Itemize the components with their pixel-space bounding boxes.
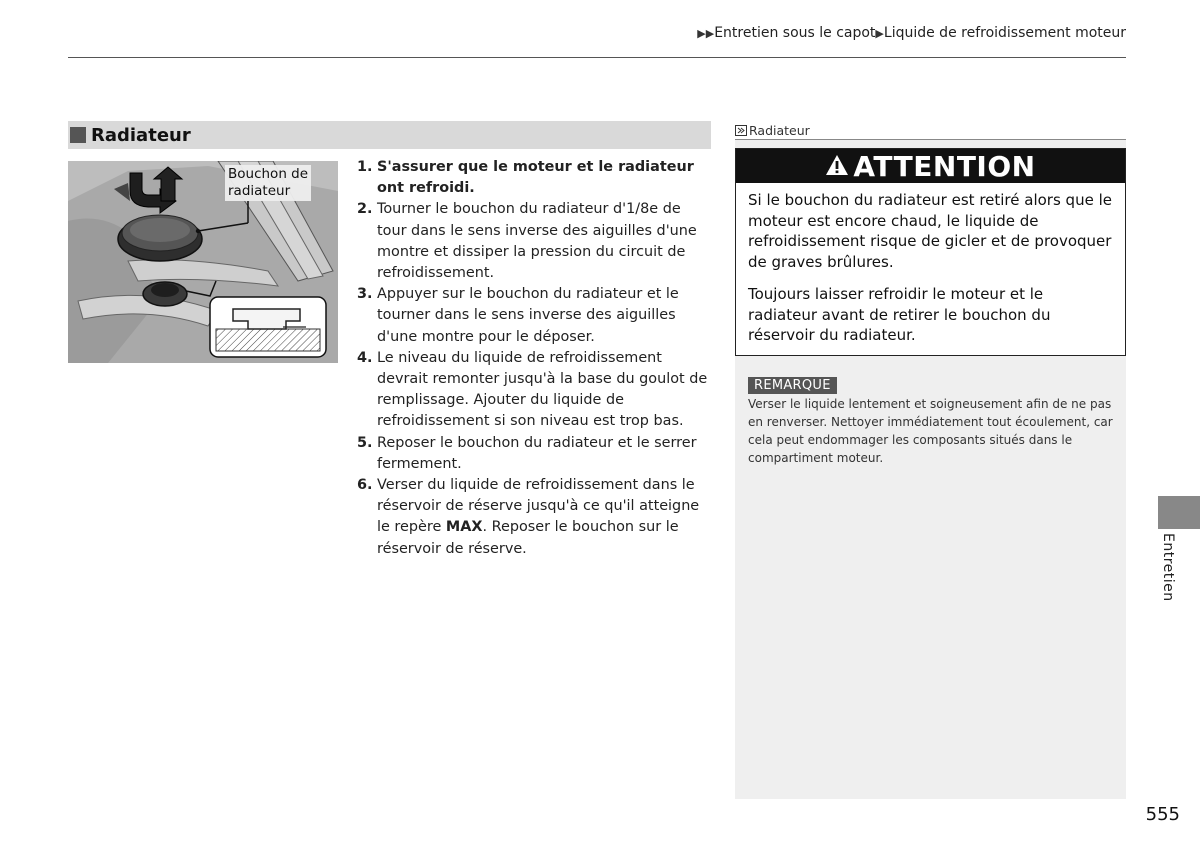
- step-text: Le niveau du liquide de refroidissement devrait remonter jusqu'à la base du goulot de remplissage. Ajouter du liquide de refroidissement si son niveau est trop bas.: [377, 349, 708, 430]
- max-mark-label: MAX: [445, 519, 483, 536]
- step-3: [357, 284, 713, 348]
- radiator-cap-illustration: [68, 161, 338, 363]
- chapter-tab-label[interactable]: Entretien: [1160, 533, 1176, 602]
- step-6: [357, 475, 713, 560]
- reference-title: Radiateur: [749, 122, 810, 138]
- page-number: 555: [1145, 804, 1180, 825]
- attention-body: [736, 183, 1125, 346]
- step-number: 2.: [357, 201, 373, 218]
- remark-badge: [748, 374, 837, 394]
- header-divider: [68, 57, 1126, 58]
- attention-paragraph-1: Si le bouchon du radiateur est retiré alors que le moteur est encore chaud, le liquide de refroidissement risque de gicler et de provoquer de graves brûlures.: [748, 191, 1112, 271]
- callout-line-1: Bouchon de: [228, 166, 309, 182]
- step-number: 4.: [357, 349, 373, 366]
- step-text-after: . Reposer le bouchon sur le réservoir de réserve.: [377, 519, 679, 557]
- step-5: [357, 433, 713, 475]
- step-text: Appuyer sur le bouchon du radiateur et le tourner dans le sens inverse des aiguilles d'une montre pour le déposer.: [377, 286, 679, 345]
- step-text: Reposer le bouchon du radiateur et le serrer fermement.: [377, 434, 697, 472]
- attention-header: [736, 149, 1125, 183]
- step-number: 6.: [357, 477, 373, 494]
- remark-tag: REMARQUE: [748, 377, 837, 394]
- breadcrumb: [697, 25, 1126, 41]
- step-2: [357, 199, 713, 284]
- section-title: Radiateur: [91, 124, 191, 146]
- reference-icon: [735, 125, 747, 136]
- section-square-icon: [70, 127, 86, 143]
- attention-paragraph-2: Toujours laisser refroidir le moteur et le radiateur avant de retirer le bouchon du réservoir du radiateur.: [748, 285, 1051, 344]
- step-number: 3.: [357, 286, 373, 303]
- step-4: [357, 348, 713, 433]
- figure-callout-label: [225, 165, 311, 201]
- sidebar-reference-header: [735, 121, 1126, 140]
- callout-line-2: radiateur: [228, 183, 291, 199]
- step-text: Tourner le bouchon du radiateur d'1/8e de tour dans le sens inverse des aiguilles d'une montre et dissiper la pression du circuit de refroidissement.: [377, 201, 697, 282]
- warning-triangle-icon: [825, 150, 849, 183]
- attention-title: ATTENTION: [853, 149, 1036, 183]
- step-number: 1.: [357, 159, 373, 175]
- breadcrumb-item-1[interactable]: Entretien sous le capot: [714, 25, 876, 41]
- attention-box: [735, 148, 1126, 356]
- breadcrumb-arrow-icon: ▶: [875, 27, 884, 40]
- step-text-before: Verser du liquide de refroidissement dans le réservoir de réserve jusqu'à ce qu'il atteigne le repère: [377, 477, 700, 536]
- breadcrumb-arrow-icon: ▶▶: [697, 27, 715, 40]
- step-text: S'assurer que le moteur et le radiateur ont refroidi.: [377, 159, 694, 197]
- sidebar-notes: [735, 121, 1126, 799]
- step-text: [377, 475, 713, 560]
- chapter-tab-marker: [1158, 496, 1200, 529]
- procedure-steps: [357, 157, 713, 560]
- breadcrumb-item-2[interactable]: Liquide de refroidissement moteur: [883, 25, 1126, 41]
- section-header: [68, 121, 711, 149]
- step-1: [357, 157, 713, 199]
- step-number: 5.: [357, 434, 373, 451]
- remark-text: Verser le liquide lentement et soigneusement afin de ne pas en renverser. Nettoyer immédiatement tout écoulement, car cela peut endommager les composants situés dans le compartiment moteur.: [748, 397, 1113, 465]
